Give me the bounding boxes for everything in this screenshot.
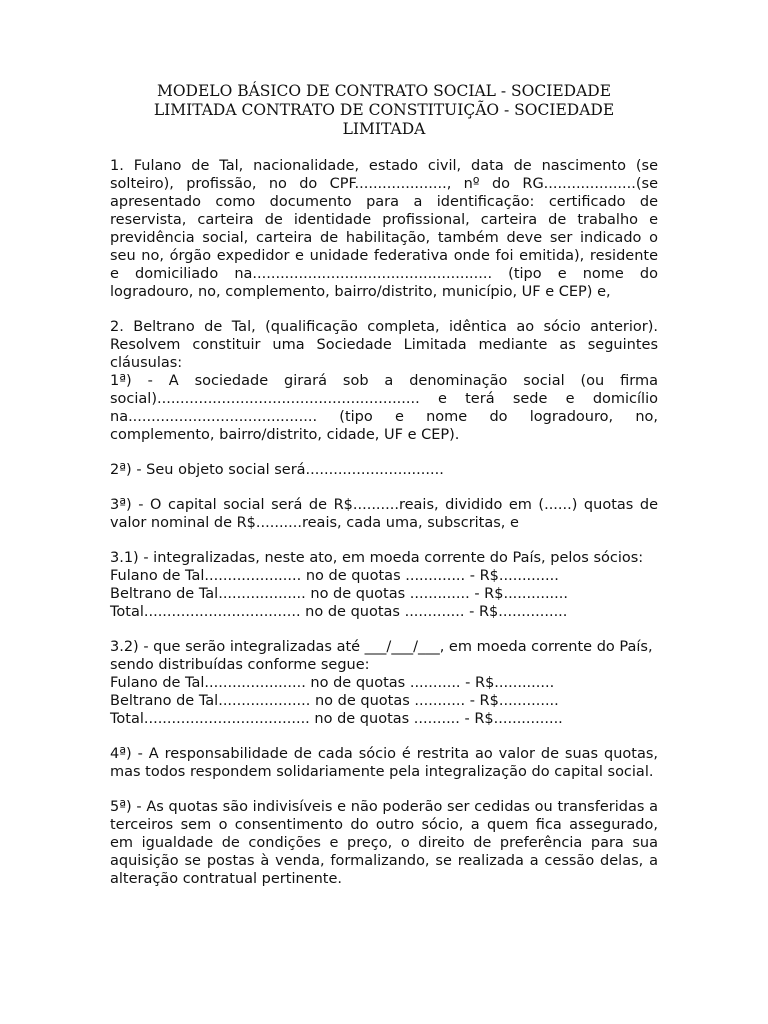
clause-5: 5ª) - As quotas são indivisíveis e não poderão ser cedidas ou transferidas a terceiros sem o consentimento do outro sócio, a quem fica assegurado, em igualdade de condições e preço, o direito de preferência para sua aquisição se postas à venda, formalizando, se realizada a cessão delas, a alteração contratual pertinente.	[110, 799, 658, 887]
title-line-3: LIMITADA	[342, 120, 426, 138]
clause-3-1-intro: 3.1) - integralizadas, neste ato, em moeda corrente do País, pelos sócios:	[110, 550, 644, 566]
clause-3-2-intro: 3.2) - que serão integralizadas até ___/___/___, em moeda corrente do País, sendo distribuídas conforme segue:	[110, 639, 653, 673]
clause-1: 1ª) - A sociedade girará sob a denominação social (ou firma social)......................................................... e terá sede e domicílio na......................................... (tipo e nome do logradouro, no, complemento, bairro/distrito, cidade, UF e CEP).	[110, 373, 658, 443]
paragraph-partner-1: 1. Fulano de Tal, nacionalidade, estado civil, data de nascimento (se solteiro), profissão, no do CPF...................., nº do RG....................(se apresentado como documento para a identificação: certificado de reservista, carteira de identidade profissional, carteira de trabalho e previdência social, carteira de habilitação, também deve ser indicado o seu no, órgão expedidor e unidade federativa onde foi emitida), residente e domiciliado na.................................................... (tipo e nome do logradouro, no, complemento, bairro/distrito, município, UF e CEP) e,	[110, 158, 658, 300]
clause-3-1-row: Fulano de Tal..................... no de quotas ............. - R$.............	[110, 568, 559, 584]
document-page	[110, 82, 658, 905]
title-line-1: MODELO BÁSICO DE CONTRATO SOCIAL - SOCIEDADE	[156, 82, 612, 100]
clause-3: 3ª) - O capital social será de R$..........reais, dividido em (......) quotas de valor nominal de R$..........reais, cada uma, subscritas, e	[110, 497, 658, 531]
clause-3-2-row: Total.................................... no de quotas .......... - R$...............	[110, 711, 563, 727]
document-title	[110, 82, 658, 139]
clause-3-2-row: Beltrano de Tal.................... no de quotas ........... - R$.............	[110, 693, 559, 709]
title-line-2: LIMITADA CONTRATO DE CONSTITUIÇÃO - SOCIEDADE	[153, 101, 615, 119]
clause-2: 2ª) - Seu objeto social será..............................	[110, 462, 444, 478]
clause-3-1	[110, 549, 658, 621]
clause-3-1-row: Beltrano de Tal................... no de quotas ............. - R$..............	[110, 586, 568, 602]
clause-3-1-row: Total.................................. no de quotas ............. - R$...............	[110, 604, 568, 620]
clause-3-2	[110, 638, 658, 728]
clause-4: 4ª) - A responsabilidade de cada sócio é restrita ao valor de suas quotas, mas todos respondem solidariamente pela integralização do capital social.	[110, 746, 658, 780]
paragraph-partner-2: 2. Beltrano de Tal, (qualificação completa, idêntica ao sócio anterior). Resolvem constituir uma Sociedade Limitada mediante as seguintes cláusulas:	[110, 319, 658, 371]
clause-3-2-row: Fulano de Tal...................... no de quotas ........... - R$.............	[110, 675, 555, 691]
